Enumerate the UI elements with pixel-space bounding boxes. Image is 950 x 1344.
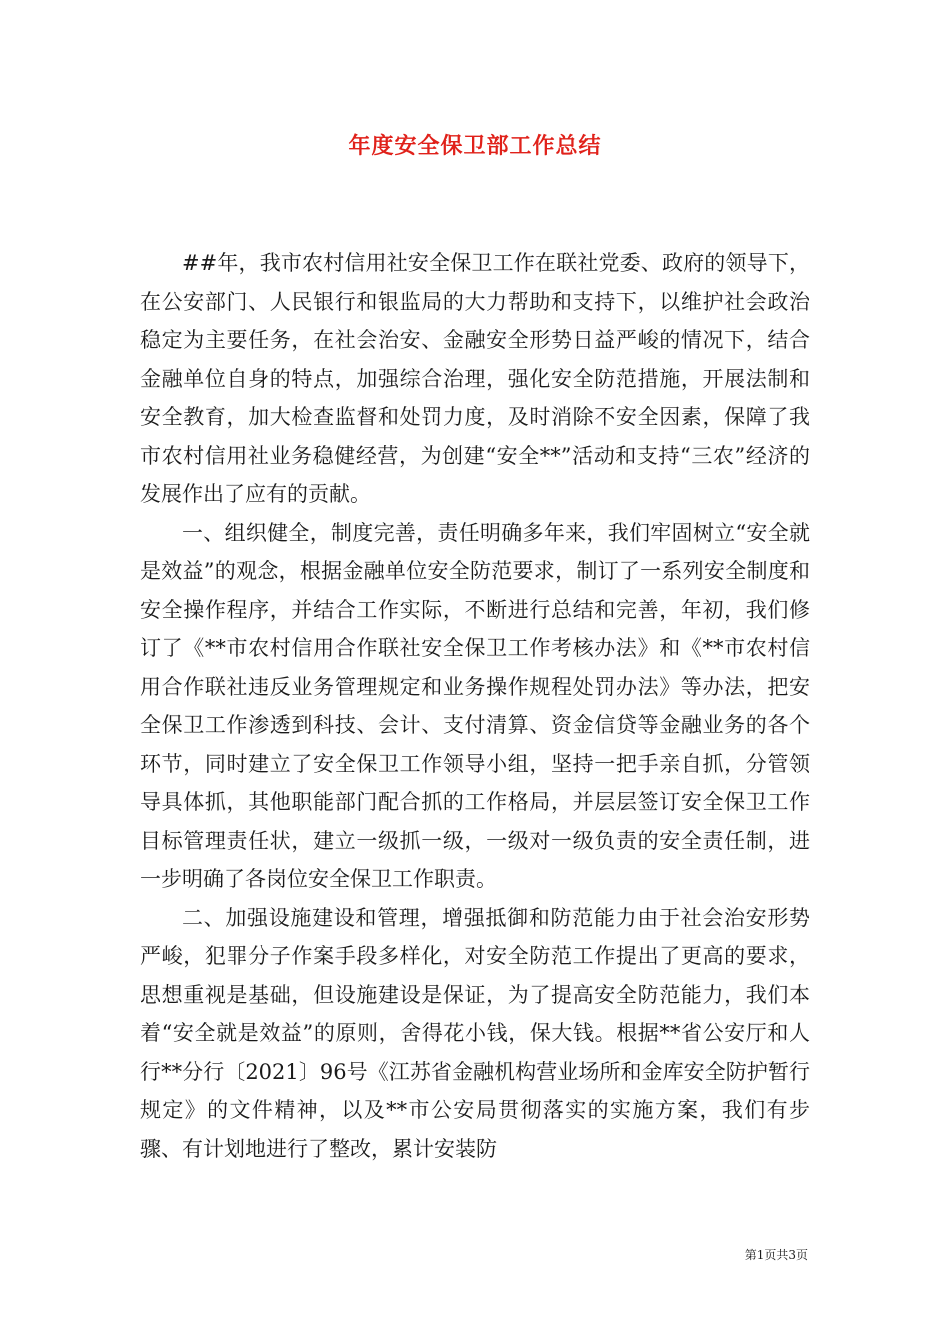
paragraph-section-1: 一、组织健全，制度完善，责任明确多年来，我们牢固树立“安全就是效益”的观念，根据金融单位安全防范要求，制订了一系列安全制度和安全操作程序，并结合工作实际，不断进行总结和完善，年初，我们修订了《**市农村信用合作联社安全保卫工作考核办法》和《**市农村信用合作联社违反业务管理规定和业务操作规程处罚办法》等办法，把安全保卫工作渗透到科技、会计、支付清算、资金信贷等金融业务的各个环节，同时建立了安全保卫工作领导小组，坚持一把手亲自抓，分管领导具体抓，其他职能部门配合抓的工作格局，并层层签订安全保卫工作目标管理责任状，建立一级抓一级，一级对一级负责的安全责任制，进一步明确了各岗位安全保卫工作职责。 (140, 520, 810, 891)
document-body (140, 244, 810, 1168)
document-title: 年度安全保卫部工作总结 (348, 134, 602, 159)
paragraph-section-2: 二、加强设施建设和管理，增强抵御和防范能力由于社会治安形势严峻，犯罪分子作案手段多样化，对安全防范工作提出了更高的要求，思想重视是基础，但设施建设是保证，为了提高安全防范能力，我们本着“安全就是效益”的原则，舍得花小钱，保大钱。根据**省公安厅和人行**分行〔2021〕96号《江苏省金融机构营业场所和金库安全防护暂行规定》的文件精神，以及**市公安局贯彻落实的实施方案，我们有步骤、有计划地进行了整改，累计安装防 (140, 905, 810, 1161)
page-number: 第1页共3页 (744, 1248, 808, 1262)
paragraph-intro: ##年，我市农村信用社安全保卫工作在联社党委、政府的领导下，在公安部门、人民银行和银监局的大力帮助和支持下，以维护社会政治稳定为主要任务，在社会治安、金融安全形势日益严峻的情况下，结合金融单位自身的特点，加强综合治理，强化安全防范措施，开展法制和安全教育，加大检查监督和处罚力度，及时消除不安全因素，保障了我市农村信用社业务稳健经营，为创建“安全**”活动和支持“三农”经济的发展作出了应有的贡献。 (140, 251, 810, 506)
